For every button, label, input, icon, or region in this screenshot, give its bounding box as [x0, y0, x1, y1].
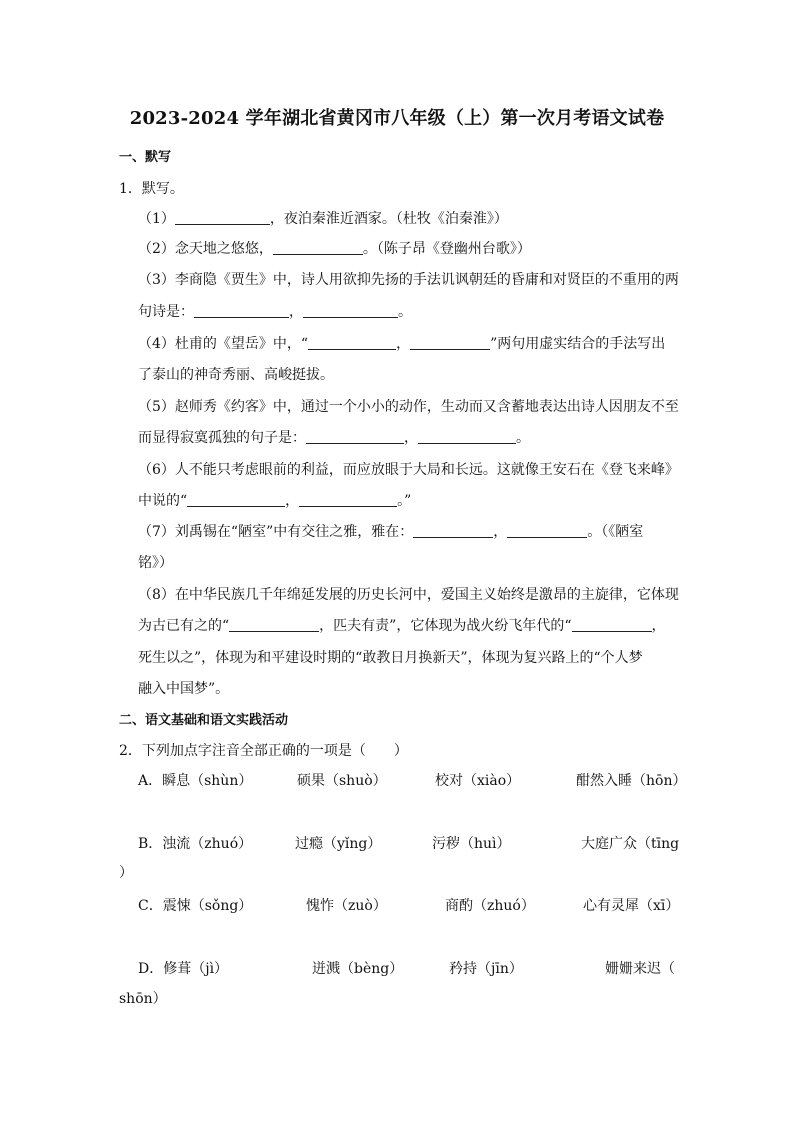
q2-option-a-choice-2: 硕果（shuò）	[297, 773, 387, 789]
q2-option-c-choice-3: 商酌（zhuó）	[445, 898, 535, 914]
q2-option-b-choice-2: 过瘾（yǐng）	[295, 836, 382, 852]
q1-item-2-suffix: 。（陈子昂《登幽州台歌》）	[362, 241, 531, 257]
q1-item-6-line-1: （6）人不能只考虑眼前的利益，而应放眼于大局和长远。这就像王安石在《登飞来峰》	[138, 462, 679, 478]
q2-option-d-choice-4: 姗姗来迟（	[605, 961, 675, 977]
q1-item-4-prefix: （4）杜甫的《望岳》中，“	[138, 336, 309, 352]
q2-option-a-choice-3: 校对（xiào）	[435, 773, 521, 789]
q2-option-b-choice-4: 大庭广众（tīng	[581, 836, 680, 852]
period: 。	[398, 304, 412, 320]
q2-option-b-wrap: ）	[119, 865, 133, 881]
q2-option-c-choice-2: 愧怍（zuò）	[306, 898, 387, 914]
answer-blank[interactable]	[229, 617, 319, 632]
answer-blank[interactable]	[410, 335, 490, 350]
comma: ，	[396, 336, 411, 352]
q2-option-c-choice-1[interactable]: C．震悚（sǒng）	[138, 898, 253, 914]
comma: ，	[404, 430, 418, 446]
q1-item-8-line-3: 死生以之”，体现为和平建设时期的“敢教日月换新天”，体现为复兴路上的“个人梦	[138, 650, 643, 666]
answer-blank[interactable]	[413, 523, 493, 538]
q2-option-d-choice-1[interactable]: D．修葺（jì）	[138, 961, 229, 977]
section-heading-1: 一、默写	[119, 150, 172, 165]
q1-item-8-line-2	[138, 615, 666, 635]
q2-option-d-choice-2: 迸溅（bèng）	[312, 961, 404, 977]
answer-blank[interactable]	[299, 492, 397, 507]
q1-item-4-line-1	[138, 333, 665, 353]
q1-item-5-prefix: 而显得寂寞孤独的句子是：	[138, 430, 306, 446]
q1-item-3-line-2	[138, 301, 412, 321]
answer-blank[interactable]	[273, 240, 363, 255]
q1-item-5-line-2	[138, 427, 530, 447]
page-title: 2023-2024 学年湖北省黄冈市八年级（上）第一次月考语文试卷	[129, 108, 665, 129]
q1-item-7-prefix: （7）刘禹锡在“陋室”中有交往之雅，雅在：	[138, 524, 414, 540]
period: 。”	[397, 493, 412, 509]
q1-item-4-line-2: 了泰山的神奇秀丽、高峻挺拔。	[138, 367, 334, 383]
q1-item-1	[138, 208, 508, 228]
q1-item-3-line-1: （3）李商隐《贾生》中，诗人用欲抑先扬的手法讥讽朝廷的昏庸和对贤臣的不重用的两	[138, 272, 679, 288]
q1-item-8-prefix: 为古已有之的“	[138, 618, 230, 634]
answer-blank[interactable]	[418, 429, 516, 444]
question-2-stem: 2．下列加点字注音全部正确的一项是（ ）	[119, 743, 408, 759]
q1-item-8-line-1: （8）在中华民族几千年绵延发展的历史长河中，爱国主义始终是激昂的主旋律，它体现	[138, 587, 679, 603]
answer-blank[interactable]	[175, 210, 270, 225]
comma: ，	[651, 618, 666, 634]
q1-item-5-line-1: （5）赵师秀《约客》中，通过一个小小的动作，生动而又含蓄地表达出诗人因朋友不至	[138, 399, 679, 415]
q1-item-7-line-2: 铭》）	[138, 555, 173, 571]
answer-blank[interactable]	[303, 303, 398, 318]
answer-blank[interactable]	[194, 303, 289, 318]
q2-option-d-wrap: shōn）	[119, 991, 167, 1007]
q2-option-b-choice-3: 污秽（huì）	[432, 836, 511, 852]
comma: ，	[285, 493, 300, 509]
q2-option-c-choice-4: 心有灵犀（xī）	[583, 898, 680, 914]
question-1-label: 1．默写。	[119, 181, 184, 197]
q2-option-a-choice-4: 酣然入睡（hōn）	[576, 773, 687, 789]
q1-item-2-prefix: （2）念天地之悠悠，	[138, 241, 273, 257]
q1-item-7-line-1	[138, 521, 643, 541]
answer-blank[interactable]	[306, 429, 404, 444]
q1-item-4-suffix: ”两句用虚实结合的手法写出	[490, 336, 666, 352]
answer-blank[interactable]	[572, 617, 652, 632]
q1-item-7-suffix: 。（《陋室	[587, 524, 644, 540]
q1-item-3-prefix: 句诗是：	[138, 304, 194, 320]
period: 。	[516, 430, 530, 446]
q1-item-6-line-2	[138, 490, 411, 510]
q1-item-1-suffix: ，夜泊秦淮近酒家。（杜牧《泊秦淮》）	[269, 211, 508, 227]
answer-blank[interactable]	[187, 492, 285, 507]
q2-option-a-choice-1[interactable]: A．瞬息（shùn）	[138, 773, 253, 789]
q1-item-2	[138, 238, 531, 258]
comma: ，	[493, 524, 508, 540]
q2-option-d-choice-3: 矜持（jīn）	[449, 961, 523, 977]
q1-item-1-prefix: （1）	[138, 211, 175, 227]
q1-item-6-prefix: 中说的“	[138, 493, 188, 509]
q1-item-8-line-4: 融入中国梦”。	[138, 681, 230, 697]
answer-blank[interactable]	[308, 335, 396, 350]
q2-option-b-choice-1[interactable]: B．浊流（zhuó）	[138, 836, 253, 852]
comma: ，	[289, 304, 303, 320]
answer-blank[interactable]	[507, 523, 587, 538]
q1-item-8-middle: ，匹夫有责”，它体现为战火纷飞年代的“	[319, 618, 572, 634]
section-heading-2: 二、语文基础和语文实践活动	[119, 713, 289, 728]
